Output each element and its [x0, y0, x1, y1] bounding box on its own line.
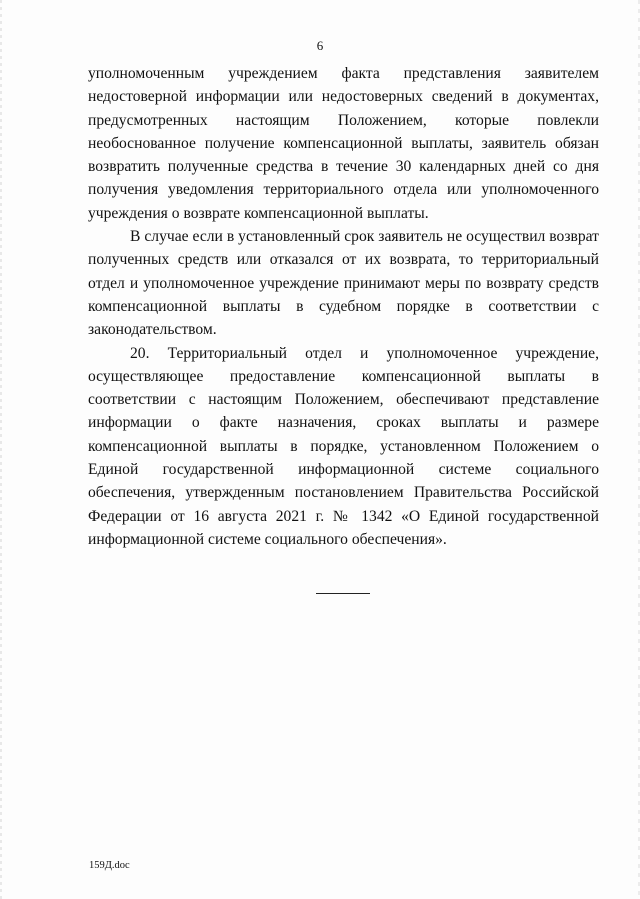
paragraph-refund-court: В случае если в установленный срок заявитель не осуществил возврат полученных средств или отказался от их возврата, то территориальный отдел и уполномоченное учреждение принимают меры по возврату средств компенсационной выплаты в судебном порядке в соответствии с законодательством. — [88, 228, 599, 339]
end-of-text-rule — [316, 593, 370, 594]
document-body — [88, 62, 599, 551]
document-filename: 159Д.doc — [89, 860, 130, 871]
scan-edge-left — [0, 0, 2, 899]
page-number: 6 — [316, 38, 324, 53]
paragraph-continuation: уполномоченным учреждением факта представления заявителем недостоверной информации или недостоверных сведений в документах, предусмотренных настоящим Положением, которые повлекли необоснованное получение компенсационной выплаты, заявитель обязан возвратить полученные средства в течение 30 календарных дней со дня получения уведомления территориального отдела или уполномоченного учреждения о возврате компенсационной выплаты. — [88, 65, 599, 222]
paragraph-item-20: 20. Территориальный отдел и уполномоченное учреждение, осуществляющее предоставление компенсационной выплаты в соответствии с настоящим Положением, обеспечивают представление информации о факте назначения, сроках выплаты и размере компенсационной выплаты в порядке, установленном Положением о Единой государственной информационной системе социального обеспечения, утвержденным постановлением Правительства Российской Федерации от 16 августа 2021 г. № 1342 «О Единой государственной информационной системе социального обеспечения». — [88, 344, 599, 548]
